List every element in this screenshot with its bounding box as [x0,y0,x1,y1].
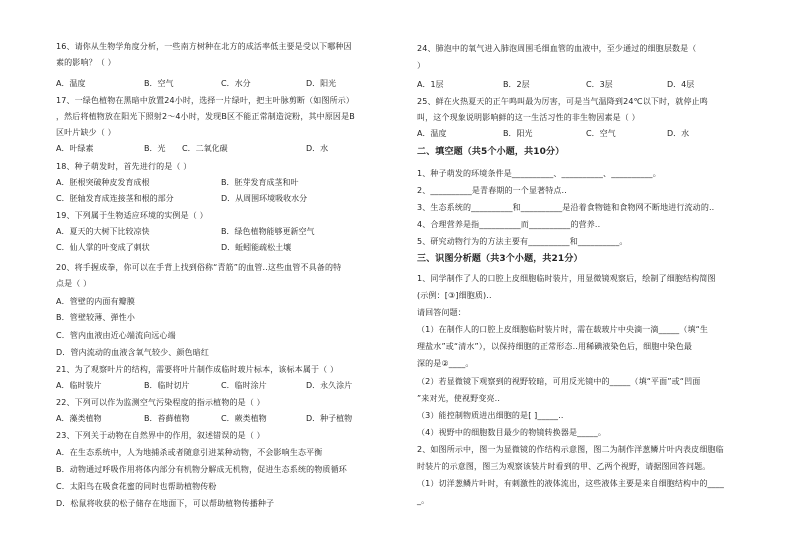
q24-option-a: A．1层 [417,80,444,89]
q16-text-2: 素的影响？（ ） [56,58,116,67]
q17-option-a: A．叶绿素 [56,144,94,153]
s3-q1-text-4: （1）在制作人的口腔上皮细胞临时装片时，需在载玻片中央滴一滴_____（填“生 [417,325,709,334]
q18-options-row-2 [56,193,401,204]
q19-option-d: D．蚯蚓能疏松土壤 [221,243,292,252]
q19-options-row-1 [56,226,401,237]
q19-option-b: B．绿色植物能够更新空气 [221,227,315,236]
q20-option-a: A．管壁的内面有瓣膜 [56,297,135,306]
q23-option-b: B．动物通过呼吸作用将体内部分有机物分解成无机物，促进生态系统的物质循环 [56,465,347,474]
q20-option-d: D．管内流动的血液含氧气较少、颜色暗红 [56,348,210,357]
q19-option-a: A．夏天的大树下比较凉快 [56,227,150,236]
q22-option-d: D．种子植物 [306,414,353,423]
q24-text-2: ） [417,61,426,70]
fill-in-item-3: 3、生态系统的__________和__________是沿着食物链和食物网不断地进行流动的.. [417,203,715,212]
q16-options [56,78,401,89]
s3-q1-text-9: （3）能控制物质进出细胞的是[ ]_____.. [417,411,564,420]
q22-option-b: B．苔藓植物 [144,414,190,423]
q25-options [417,128,757,139]
s3-q1-text-1: 1、同学制作了人的口腔上皮细胞临时装片，用显微镜观察后，绘制了细胞结构简图 [417,274,716,283]
q21-stem: 21、为了观察叶片的结构，需要将叶片制作成临时玻片标本，该标本属于（ ） [56,365,339,374]
section-diagram-title: 三、识图分析题（共3个小题，共21分） [417,254,583,264]
section-fill-in-title: 二、填空题（共5个小题，共10分） [417,147,565,157]
s3-q1-text-5: 理盐水”或“清水”），以保持细胞的正常形态..用稀碘液染色后，细胞中染色最 [417,342,693,351]
q21-option-c: C．临时涂片 [221,381,267,390]
q18-options-row-1 [56,177,401,188]
fill-in-item-5: 5、研究动物行为的方法主要有__________和__________。 [417,237,628,246]
q16-option-a: A．温度 [56,79,86,88]
q23-option-d: D．松鼠将收获的松子储存在地面下，可以帮助植物传播种子 [56,499,275,508]
fill-in-item-2: 2、__________是青春期的一个显著特点.. [417,186,567,195]
q16-option-d: D．阳光 [306,79,337,88]
q16-option-b: B．空气 [144,79,174,88]
q19-stem: 19、下列属于生物适应环境的实例是（ ） [56,211,208,220]
q16-text-1: 16、请你从生物学角度分析，一些南方树种在北方的成活率低主要是受以下哪种因 [56,42,352,51]
s3-q2-text-4: _。 [417,496,430,505]
q20-option-b: B．管壁较薄、弹性小 [56,313,135,322]
q20-text-1: 20、将手握成拳，你可以在手背上找到俗称“青筋”的血管..这些血管不具备的特 [56,263,342,272]
s3-q1-text-3: 请回答问题： [417,308,466,317]
q24-options [417,79,757,90]
q22-option-c: C．蕨类植物 [221,414,267,423]
q24-option-c: C．3层 [586,80,613,89]
fill-in-item-4: 4、合理营养是指__________而__________的营养.. [417,220,601,229]
q22-options [56,413,401,424]
q25-text-1: 25、鲜在火热夏天的正午鸣叫最为厉害，可是当气温降到24℃以下时，就停止鸣 [417,97,708,106]
q17-text-1: 17、一绿色植物在黑暗中放置24小时，选择一片绿叶，把主叶脉剪断（如图所示） [56,96,355,105]
q18-option-b: B．胚芽发育成茎和叶 [221,178,299,187]
q24-option-d: D．4层 [667,80,695,89]
q20-text-2: 点是（ ） [56,279,92,288]
q25-option-d: D．水 [667,129,690,138]
q25-option-b: B．阳光 [503,129,533,138]
q22-option-a: A．藻类植物 [56,414,102,423]
q16-option-c: C．水分 [221,79,251,88]
q19-option-c: C．仙人掌的叶变成了刺状 [56,243,150,252]
q21-options [56,380,401,391]
s3-q1-text-6: 深的是②____。 [417,359,474,368]
q24-option-b: B．2层 [503,80,530,89]
q17-text-2: ，然后将植物放在阳光下照射2～4小时，发现B区不能正常制造淀粉，其中原因是B [56,112,355,121]
s3-q2-text-3: （1）切洋葱鳞片叶时，有刺激性的液体流出，这些液体主要是来自细胞结构中的____ [417,479,725,488]
s3-q2-text-1: 2、如图所示中，图一为显微镜的作结构示意图，图二为制作洋葱鳞片叶内表皮细胞临 [417,445,724,454]
q24-text-1: 24、肺泡中的氧气进入肺泡周围毛细血管的血液中，至少通过的细胞层数是（ [417,44,697,53]
s3-q1-text-7: （2）若显微镜下观察到的视野较暗，可用反光镜中的_____（填“平面”或“凹面 [417,377,701,386]
s3-q2-text-2: 时装片的示意图，图三为观察该装片时看到的甲、乙两个视野，请据图回答问题。 [417,462,711,471]
q23-stem: 23、下列关于动物在自然界中的作用，叙述错误的是（ ） [56,431,265,440]
q17-option-b: B．光 [144,144,166,153]
q18-option-d: D．从周围环境吸收水分 [221,194,308,203]
q22-stem: 22、下列可以作为监测空气污染程度的指示植物的是（ ） [56,398,265,407]
q17-options [56,143,401,154]
q17-text-3: 区叶片缺少（ ） [56,128,116,137]
q23-option-c: C．太阳鸟在吸食花蜜的同时也帮助植物传粉 [56,482,217,491]
q18-option-c: C．胚轴发育成连接茎和根的部分 [56,194,174,203]
q21-option-b: B．临时切片 [144,381,190,390]
q19-options-row-2 [56,242,401,253]
q25-option-a: A．温度 [417,129,447,138]
q18-option-a: A．胚根突破种皮发育成根 [56,178,150,187]
s3-q1-text-10: （4）视野中的细胞数目最少的物镜转换器是_____。 [417,428,606,437]
q21-option-d: D．永久涂片 [306,381,353,390]
fill-in-item-1: 1、种子萌发的环境条件是__________、__________、__________。 [417,169,661,178]
q17-option-c: C．二氧化碳 [182,144,228,153]
q25-text-2: 叫，这个现象说明影响鲜的这一生活习性的非生物因素是（ ） [417,113,640,122]
s3-q1-text-2: (示例：[③]细胞质).. [417,291,492,300]
q23-option-a: A．在生态系统中，人为地捕杀或者随意引进某种动物，不会影响生态平衡 [56,448,323,457]
q20-option-c: C．管内血液由近心端流向远心端 [56,331,176,340]
s3-q1-text-8: ”来对光，使视野变亮.. [417,394,501,403]
q17-option-d: D．水 [306,144,329,153]
q25-option-c: C．空气 [586,129,616,138]
q21-option-a: A．临时装片 [56,381,102,390]
q18-stem: 18、种子萌发时，首先进行的是（ ） [56,162,192,171]
